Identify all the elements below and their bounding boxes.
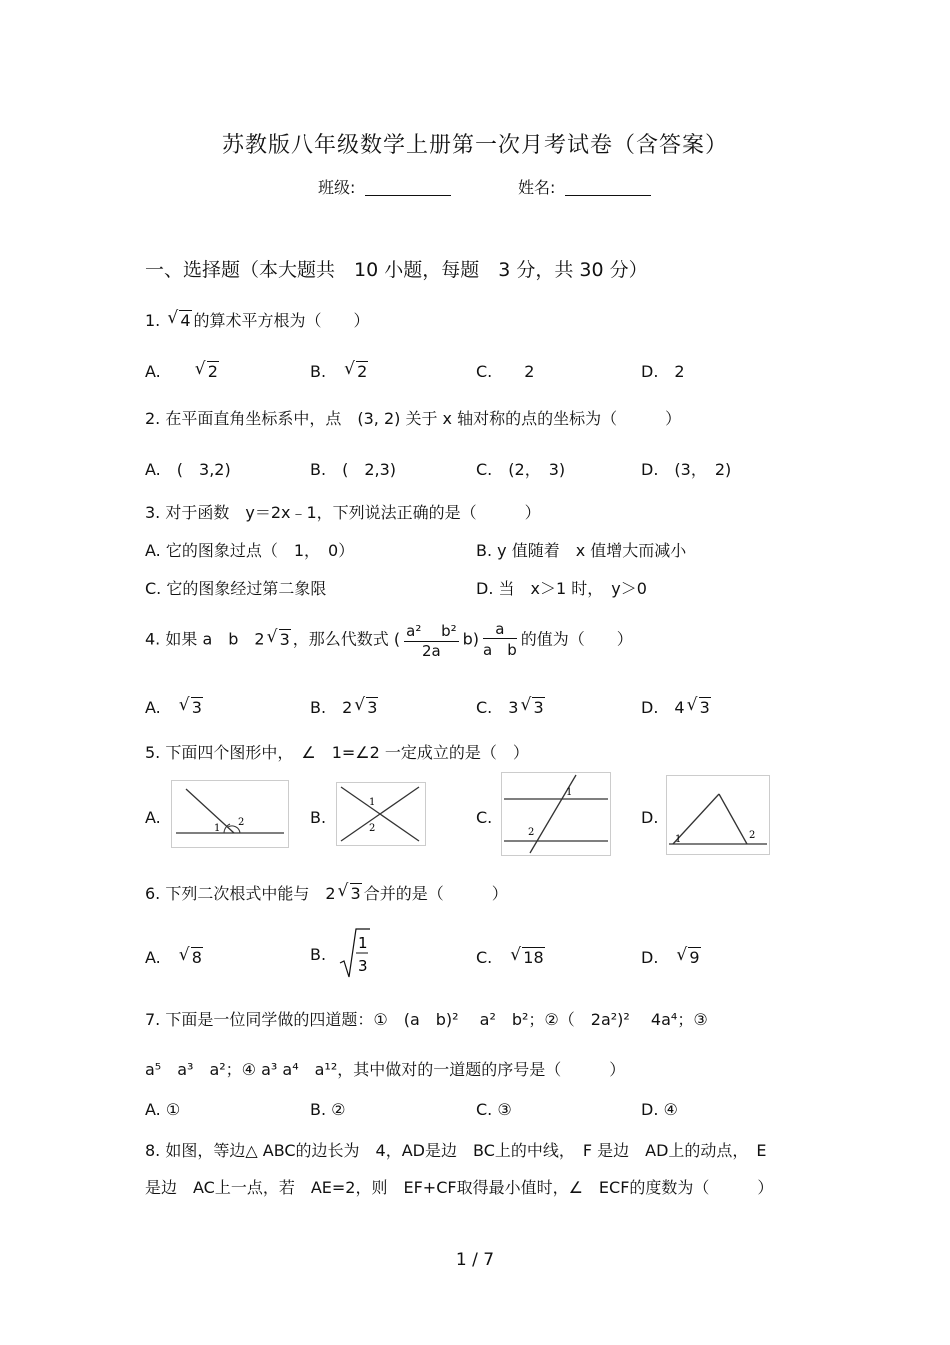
option-2b: B. ( 2,3) xyxy=(310,460,397,479)
fraction-2: $\frac{a}{\text{a b}}$ xyxy=(483,620,517,659)
option-3d: D. 当 x＞1 时， y＞0 xyxy=(476,579,647,598)
angle-label-2: 2 xyxy=(749,830,756,841)
option-2d: D. (3， 2) xyxy=(641,460,732,479)
option-4a: A. √ 3 xyxy=(145,695,205,718)
question-5: 5. 下面四个图形中， ∠ 1=∠2 一定成立的是（ ） xyxy=(145,743,529,762)
option-4b: B. 2√ 3 xyxy=(310,695,380,718)
angle-label-1: 1 xyxy=(675,834,682,845)
option-5a-label: A. xyxy=(145,808,161,827)
svg-text:1: 1 xyxy=(358,934,368,952)
question-3: 3. 对于函数 y＝2x﹣1，下列说法正确的是（ ） xyxy=(145,503,541,522)
question-8-line-2: 是边 AC上一点，若 AE=2，则 EF+CF取得最小值时，∠ ECF的度数为（ ） xyxy=(145,1178,774,1197)
question-1: 1. √ 4 的算术平方根为（ ） xyxy=(145,308,370,331)
question-6: 6. 下列二次根式中能与 2√ 3 合并的是（ ） xyxy=(145,881,508,904)
angle-label-1: 1 xyxy=(566,787,573,798)
fraction-1: $\frac{\text{a² b²}}{2a}$ xyxy=(406,622,457,660)
class-blank xyxy=(365,181,451,196)
name-blank xyxy=(565,181,651,196)
angle-label-2: 2 xyxy=(528,827,535,838)
option-5d-label: D. xyxy=(641,808,659,827)
option-1c: C. 2 xyxy=(476,362,535,381)
option-6c: C. √ 18 xyxy=(476,945,547,968)
option-3a: A. 它的图象过点（ 1， 0） xyxy=(145,541,355,560)
figure-a xyxy=(171,780,289,848)
question-8-line-1: 8. 如图，等边△ ABC的边长为 4，AD是边 BC上的中线， F 是边 AD上的动点， E xyxy=(145,1141,767,1160)
angle-label-1: 1 xyxy=(369,797,376,808)
class-field xyxy=(318,175,451,198)
section-heading: 一、选择题（本大题共 10 小题，每题 3 分，共 30 分） xyxy=(145,259,648,281)
figure-d xyxy=(666,775,770,855)
option-1d: D. 2 xyxy=(641,362,685,381)
name-field xyxy=(518,175,651,198)
option-6b-value xyxy=(338,927,372,983)
sqrt-fraction xyxy=(338,927,372,979)
question-4: 4. 如果 a b 2√ 3 ，那么代数式 ( $\frac{\text{a² b²}}{2a}$ b) $\frac{a}{\text{a b}}$ 的值为（ ） xyxy=(145,620,633,660)
option-3c: C. 它的图象经过第二象限 xyxy=(145,579,327,598)
option-5c-label: C. xyxy=(476,808,493,827)
option-6d: D. √ 9 xyxy=(641,945,703,968)
name-label: 姓名: xyxy=(518,178,556,197)
option-7b: B. ② xyxy=(310,1100,346,1119)
sqrt: √ 4 xyxy=(167,311,191,330)
option-1a: A. √ 2 xyxy=(145,359,221,382)
angle-label-2: 2 xyxy=(369,823,376,834)
option-5b-label: B. xyxy=(310,808,327,827)
option-3b: B. y 值随着 x 值增大而减小 xyxy=(476,541,687,560)
option-7c: C. ③ xyxy=(476,1100,512,1119)
option-6a: A. √ 8 xyxy=(145,945,205,968)
option-6b: B. xyxy=(310,945,327,964)
angle-label-1: 1 xyxy=(214,823,221,834)
page-number: 1 / 7 xyxy=(455,1250,495,1270)
angle-label-2: 2 xyxy=(238,817,245,828)
question-7-line-1: 7. 下面是一位同学做的四道题：① (a b)² a² b²；②（ 2a²)² 4a⁴；③ xyxy=(145,1010,708,1029)
class-label: 班级: xyxy=(318,178,356,197)
question-7-line-2: a⁵ a³ a²；④ a³ a⁴ a¹²，其中做对的一道题的序号是（ ） xyxy=(145,1060,626,1079)
option-2a: A. ( 3,2) xyxy=(145,460,231,479)
page-title: 苏教版八年级数学上册第一次月考试卷（含答案） xyxy=(221,133,728,158)
figure-c xyxy=(501,772,611,856)
svg-text:3: 3 xyxy=(358,957,368,975)
option-4d: D. 4√ 3 xyxy=(641,695,713,718)
option-2c: C. (2， 3) xyxy=(476,460,566,479)
question-2: 2. 在平面直角坐标系中，点 (3, 2) 关于 x 轴对称的点的坐标为（ ） xyxy=(145,409,682,428)
option-1b: B. √ 2 xyxy=(310,359,370,382)
option-4c: C. 3√ 3 xyxy=(476,695,547,718)
option-7a: A. ① xyxy=(145,1100,181,1119)
figure-b xyxy=(336,782,426,846)
option-7d: D. ④ xyxy=(641,1100,678,1119)
